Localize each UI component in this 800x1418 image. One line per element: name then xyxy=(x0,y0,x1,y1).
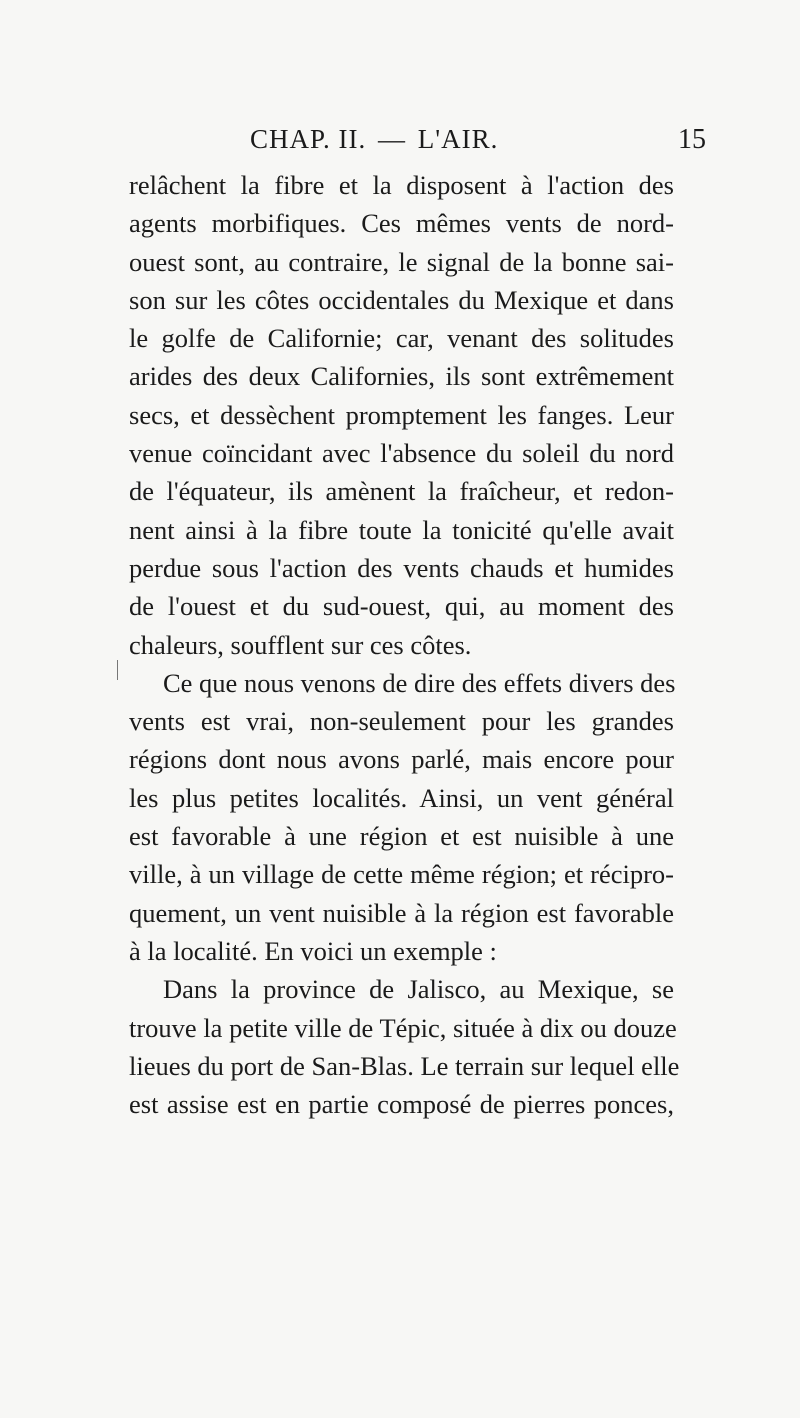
margin-mark xyxy=(117,660,118,680)
text-line: le golfe de Californie; car, venant des solitudes xyxy=(129,323,674,354)
section-title: L'AIR. xyxy=(417,124,499,154)
running-head-dash: — xyxy=(378,124,407,154)
text-line: chaleurs, soufflent sur ces côtes. xyxy=(129,629,472,660)
text-line: vents est vrai, non-seulement pour les grandes xyxy=(129,706,674,737)
running-head xyxy=(250,124,570,155)
text-line: régions dont nous avons parlé, mais encore pour xyxy=(129,744,674,775)
body-text xyxy=(129,166,680,1123)
text-line: son sur les côtes occidentales du Mexique et dans xyxy=(129,284,674,315)
text-line: de l'ouest et du sud-ouest, qui, au moment des xyxy=(129,591,674,622)
text-line: trouve la petite ville de Tépic, située à dix ou douze xyxy=(129,1012,677,1043)
text-line: venue coïncidant avec l'absence du soleil du nord xyxy=(129,438,674,469)
page-number: 15 xyxy=(678,124,706,155)
text-line: agents morbifiques. Ces mêmes vents de nord- xyxy=(129,208,674,239)
text-line: ville, à un village de cette même région; et récipro- xyxy=(129,859,674,890)
chapter-label: CHAP. II. xyxy=(250,124,367,154)
text-line: relâchent la fibre et la disposent à l'action des xyxy=(129,170,674,200)
text-line: est assise est en partie composé de pierres ponces, xyxy=(129,1089,674,1120)
text-line: secs, et dessèchent promptement les fanges. Leur xyxy=(129,399,674,430)
text-line: arides des deux Californies, ils sont extrêmement xyxy=(129,361,674,392)
text-line: lieues du port de San-Blas. Le terrain sur lequel elle xyxy=(129,1050,680,1081)
text-line: Ce que nous venons de dire des effets divers des xyxy=(163,667,676,698)
text-line: quement, un vent nuisible à la région est favorable xyxy=(129,897,674,928)
text-line: Dans la province de Jalisco, au Mexique, se xyxy=(163,974,674,1005)
text-line: est favorable à une région et est nuisible à une xyxy=(129,821,674,852)
text-line: à la localité. En voici un exemple : xyxy=(129,935,497,966)
text-line: perdue sous l'action des vents chauds et humides xyxy=(129,552,674,583)
text-line: de l'équateur, ils amènent la fraîcheur, et redon- xyxy=(129,476,674,507)
text-line: nent ainsi à la fibre toute la tonicité qu'elle avait xyxy=(129,514,674,545)
text-line: ouest sont, au contraire, le signal de la bonne sai- xyxy=(129,246,674,277)
text-line: les plus petites localités. Ainsi, un vent général xyxy=(129,782,674,813)
